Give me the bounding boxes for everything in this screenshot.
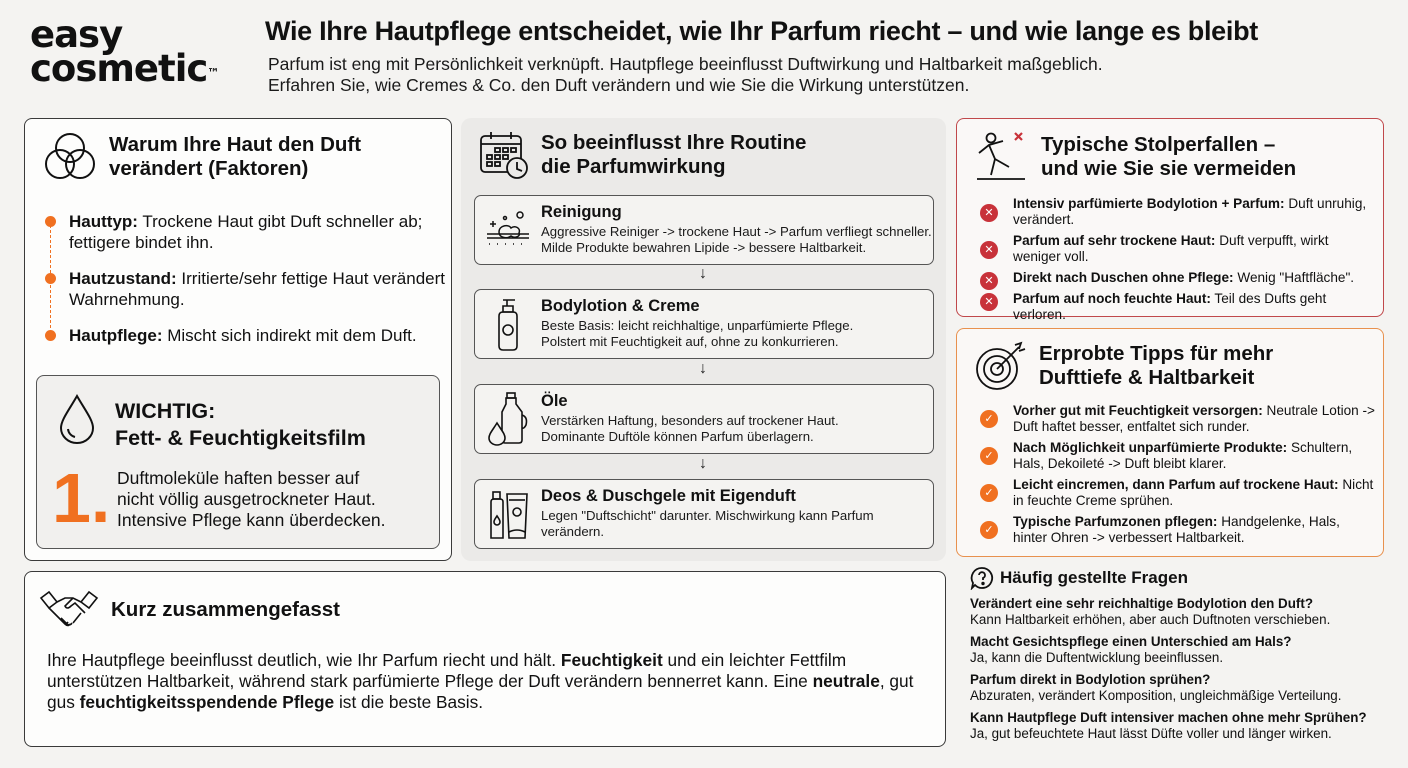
- page-title: Wie Ihre Hautpflege entscheidet, wie Ihr Parfum riecht – und wie lange es bleibt: [265, 16, 1258, 46]
- tip-item: [977, 477, 1377, 509]
- step-title: Deos & Duschgele mit Eigenduft: [541, 487, 796, 505]
- routine-title: [541, 131, 806, 179]
- text-line: Intensive Pflege kann überdecken.: [117, 510, 386, 530]
- step-title: Öle: [541, 392, 568, 410]
- water-drop-icon: [59, 394, 95, 444]
- text-line: Polstert mit Feuchtigkeit auf, ohne zu konkurrieren.: [541, 334, 839, 349]
- routine-step-deos: [474, 479, 934, 549]
- pitfall-label: Parfum auf noch feuchte Haut:: [1013, 291, 1211, 306]
- factor-label: Hautpflege:: [69, 326, 163, 345]
- text-line: nicht völlig ausgetrockneter Haut.: [117, 489, 376, 509]
- tip-label: Typische Parfumzonen pflegen:: [1013, 514, 1218, 529]
- pitfall-item: [977, 291, 1377, 323]
- venn-diagram-icon: [43, 131, 97, 183]
- factor-item: [45, 211, 445, 253]
- tip-text: Neutrale Lotion -> Duft haftet besser, entfaltet sich runder.: [1013, 403, 1375, 434]
- title-line: Fett- & Feuchtigkeitsfilm: [115, 426, 366, 450]
- error-x-icon: ✕: [980, 241, 998, 259]
- text-run: , gut gus: [47, 671, 914, 712]
- faq-answer: Abzuraten, verändert Komposition, ungleichmäßige Verteilung.: [970, 688, 1342, 703]
- text-line: Milde Produkte bewahren Lipide -> bessere Haltbarkeit.: [541, 240, 867, 255]
- cleansing-foam-icon: [485, 210, 531, 250]
- down-arrow-icon: ↓: [699, 360, 707, 377]
- bullet-dot-icon: [45, 330, 56, 341]
- faq-question: Kann Hautpflege Duft intensiver machen ohne mehr Sprühen?: [970, 710, 1367, 725]
- check-icon: ✓: [980, 521, 998, 539]
- faq-item: [970, 672, 1390, 704]
- lotion-bottle-icon: [493, 298, 523, 352]
- check-icon: ✓: [980, 484, 998, 502]
- step-text: [541, 224, 932, 256]
- text-line: Aggressive Reiniger -> trockene Haut -> Parfum verfliegt schneller.: [541, 224, 932, 239]
- tips-card: [956, 328, 1384, 557]
- subtitle-line: Parfum ist eng mit Persönlichkeit verknüpft. Hautpflege beeinflusst Duftwirkung und Haltbarkeit maßgeblich.: [268, 54, 1103, 74]
- text-run: Ihre Hautpflege beeinflusst deutlich, wie Ihr Parfum riecht und hält.: [47, 650, 561, 670]
- summary-title: Kurz zusammengefasst: [111, 598, 340, 621]
- pitfall-list: [977, 196, 1377, 328]
- text-run-bold: neutrale: [812, 671, 880, 691]
- oil-bottle-icon: [487, 391, 531, 447]
- tip-item: [977, 440, 1377, 472]
- factor-label: Hauttyp:: [69, 212, 138, 231]
- factor-text: Irritierte/sehr fettige Haut verändert Wahrnehmung.: [69, 269, 446, 309]
- faq-answer: Kann Haltbarkeit erhöhen, aber auch Duftnoten verschieben.: [970, 612, 1331, 627]
- title-line: die Parfumwirkung: [541, 155, 726, 178]
- title-line: Dufttiefe & Haltbarkeit: [1039, 366, 1255, 389]
- faq-answer: Ja, gut befeuchtete Haut lässt Düfte voller und länger wirken.: [970, 726, 1332, 741]
- pitfall-text: Teil des Dufts geht verloren.: [1013, 291, 1327, 322]
- tip-label: Vorher gut mit Feuchtigkeit versorgen:: [1013, 403, 1263, 418]
- pitfall-label: Direkt nach Duschen ohne Pflege:: [1013, 270, 1234, 285]
- title-line: und wie Sie sie vermeiden: [1041, 157, 1297, 180]
- pitfall-label: Intensiv parfümierte Bodylotion + Parfum:: [1013, 196, 1285, 211]
- step-title: Reinigung: [541, 203, 622, 221]
- factor-item: [45, 268, 445, 310]
- text-line: Verstärken Haftung, besonders auf trockener Haut.: [541, 413, 839, 428]
- title-line: Typische Stolperfallen –: [1041, 133, 1276, 156]
- pitfall-label: Parfum auf sehr trockene Haut:: [1013, 233, 1216, 248]
- error-x-icon: ✕: [980, 272, 998, 290]
- pitfalls-title: [1041, 133, 1296, 181]
- check-icon: ✓: [980, 447, 998, 465]
- calendar-clock-icon: [479, 130, 529, 180]
- tip-item: [977, 403, 1377, 435]
- tip-item: [977, 514, 1377, 546]
- question-bubble-icon: [970, 566, 994, 590]
- handshake-icon: [39, 588, 99, 632]
- faq-item: [970, 710, 1390, 742]
- check-icon: ✓: [980, 410, 998, 428]
- factor-text: Trockene Haut gibt Duft schneller ab; fettigere bindet ihn.: [69, 212, 423, 252]
- text-line: Legen "Duftschicht" darunter. Mischwirkung kann Parfum: [541, 508, 874, 523]
- important-callout: [36, 375, 440, 549]
- tips-title: [1039, 342, 1273, 390]
- tip-label: Leicht eincremen, dann Parfum auf trockene Haut:: [1013, 477, 1339, 492]
- tip-text: Nicht in feuchte Creme sprühen.: [1013, 477, 1374, 508]
- factor-list: [45, 211, 445, 361]
- subtitle-line: Erfahren Sie, wie Cremes & Co. den Duft verändern und wie Sie die Wirkung unterstützen.: [268, 75, 970, 95]
- important-title: [115, 398, 366, 452]
- summary-text: [47, 650, 927, 713]
- brand-logo: [30, 13, 220, 90]
- important-text: [117, 468, 386, 531]
- faq-title: Häufig gestellte Fragen: [1000, 568, 1188, 587]
- text-run-bold: feuchtigkeitsspendende Pflege: [79, 692, 335, 712]
- faq-header: [970, 566, 1390, 590]
- routine-step-bodylotion: [474, 289, 934, 359]
- faq-item: [970, 634, 1390, 666]
- tip-list: [977, 403, 1377, 551]
- summary-card: [24, 571, 946, 747]
- error-x-icon: ✕: [980, 293, 998, 311]
- text-line: Duftmoleküle haften besser auf: [117, 468, 360, 488]
- step-title: Bodylotion & Creme: [541, 297, 700, 315]
- number-one: 1.: [52, 459, 111, 537]
- faq-section: [970, 566, 1390, 756]
- text-line: Beste Basis: leicht reichhaltige, unparfümierte Pflege.: [541, 318, 854, 333]
- faq-answer: Ja, kann die Duftentwicklung beeinflussen.: [970, 650, 1224, 665]
- target-arrow-icon: [975, 341, 1027, 391]
- step-text: [541, 413, 839, 445]
- pitfalls-card: [956, 118, 1384, 322]
- faq-question: Parfum direkt in Bodylotion sprühen?: [970, 672, 1211, 687]
- step-text: [541, 508, 874, 540]
- routine-step-reinigung: [474, 195, 934, 265]
- pitfall-item: [977, 233, 1377, 265]
- title-line: So beeinflusst Ihre Routine: [541, 131, 807, 154]
- error-x-icon: ✕: [980, 204, 998, 222]
- text-line: Dominante Duftöle können Parfum überlagern.: [541, 429, 814, 444]
- faq-question: Verändert eine sehr reichhaltige Bodylotion den Duft?: [970, 596, 1314, 611]
- factor-text: Mischt sich indirekt mit dem Duft.: [162, 326, 417, 345]
- pitfall-item: [977, 196, 1377, 228]
- slipping-person-icon: [975, 131, 1029, 183]
- page-subtitle: [268, 54, 1103, 96]
- down-arrow-icon: ↓: [699, 455, 707, 472]
- title-line: Warum Ihre Haut den Duft: [109, 133, 362, 156]
- pitfall-text: Duft verpufft, wirkt weniger voll.: [1013, 233, 1329, 264]
- faq-item: [970, 596, 1390, 628]
- factors-card: [24, 118, 452, 561]
- title-line: Erprobte Tipps für mehr: [1039, 342, 1274, 365]
- logo-line-2: cosmetic: [30, 47, 208, 90]
- text-line: verändern.: [541, 524, 605, 539]
- factor-label: Hautzustand:: [69, 269, 177, 288]
- tip-label: Nach Möglichkeit unparfümierte Produkte:: [1013, 440, 1288, 455]
- factor-item: [45, 325, 445, 346]
- trademark: ™: [207, 66, 220, 80]
- text-run: und ein leichter Fettfilm unterstützen Haltbarkeit, während stark parfümierte Pflege der Duft verändern bennerret kann. Eine: [47, 650, 847, 691]
- factors-title: [109, 133, 361, 181]
- logo-line-1: easy: [30, 13, 123, 56]
- step-text: [541, 318, 853, 350]
- tip-text: Handgelenke, Hals, hinter Ohren -> verbessert Haltbarkeit.: [1013, 514, 1340, 545]
- pitfall-text: Duft unruhig, verändert.: [1013, 196, 1367, 227]
- text-run-bold: Feuchtigkeit: [560, 650, 663, 670]
- title-line: WICHTIG:: [115, 399, 216, 423]
- tip-text: Schultern, Hals, Dekoileté -> Duft bleibt klarer.: [1013, 440, 1353, 471]
- title-line: verändert (Faktoren): [109, 157, 309, 180]
- faq-question: Macht Gesichtspflege einen Unterschied am Hals?: [970, 634, 1292, 649]
- routine-panel: [461, 118, 946, 561]
- bullet-dot-icon: [45, 273, 56, 284]
- pitfall-text: Wenig "Haftfläche".: [1233, 270, 1355, 285]
- bullet-dot-icon: [45, 216, 56, 227]
- pitfall-item: [977, 270, 1377, 286]
- deo-shower-gel-icon: [487, 490, 531, 542]
- text-run: ist die beste Basis.: [334, 692, 484, 712]
- routine-step-oele: [474, 384, 934, 454]
- down-arrow-icon: ↓: [699, 265, 707, 282]
